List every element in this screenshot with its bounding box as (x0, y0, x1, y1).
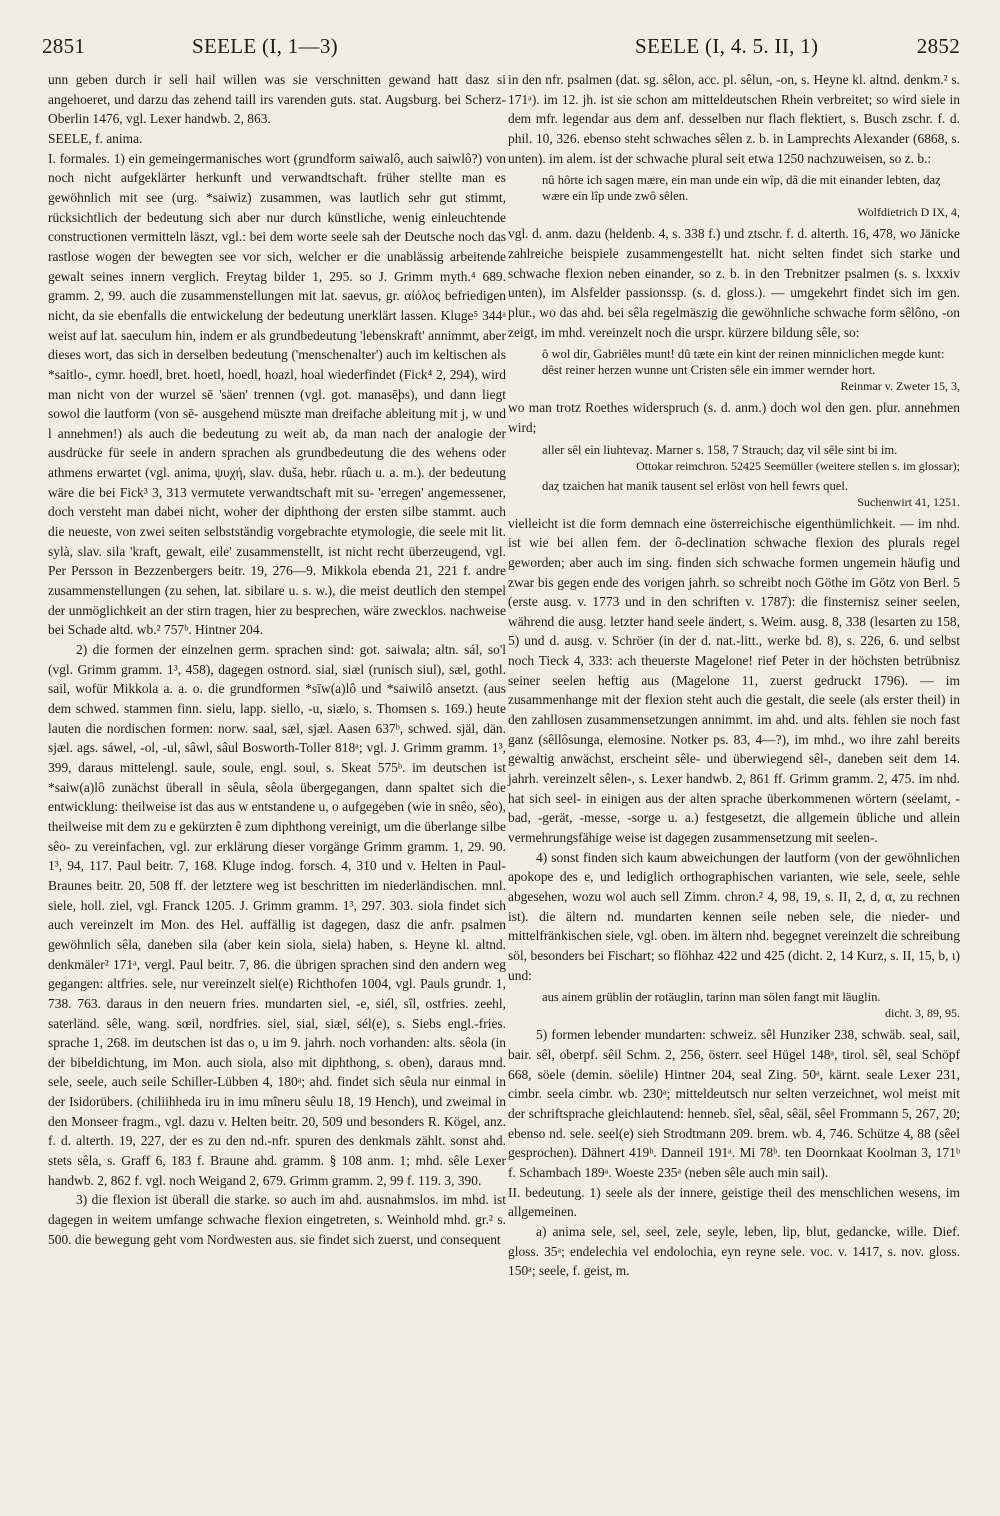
quotation-source: Suchenwirt 41, 1251. (857, 494, 960, 509)
quotation-block (542, 172, 960, 220)
entry-paragraph: a) anima sele, sel, seel, zele, seyle, leben, lip, blut, gedancke, wille. Dief. gloss. 35ᵃ; endelechia vel endolochia, eyn reyne sele. voc. v. 1417, s. nov. gloss. 150ᵃ; seele, f. geist, m. (508, 1223, 960, 1279)
quotation-block (542, 478, 960, 510)
left-text-column (48, 70, 506, 1249)
quotation-block (542, 346, 960, 394)
entry-paragraph: in den nfr. psalmen (dat. sg. sêlon, acc. pl. sêlun, -on, s. Heyne kl. altnd. denkm.² s. 171ᵃ). im 12. jh. ist sie schon am mitteldeutschen Rhein verbreitet; so wird siele in dem mfr. legendar aus dem anf. desselben nur flach flektiert, s. Busch zschr. f. d. phil. 10, 326. ebenso steht schwaches sêlen z. b. in Lamprechts Alexander (6868, s. unten). im alem. ist der schwache plural seit etwa 1250 nachzuweisen, so z. b.: (508, 72, 960, 166)
quotation-source: Reinmar v. Zweter 15, 3, (840, 379, 960, 394)
quotation-source: Ottokar reimchron. 52425 Seemüller (weitere stellen s. im glossar); (636, 458, 960, 473)
entry-paragraph: vielleicht ist die form demnach eine österreichische eigenthümlichkeit. — im nhd. ist wie bei allen fem. der ô-declination schwache flexion des plurals regel geworden; aber auch im sing. finden sich schwache formen ungemein häufig und zwar bis gegen ende des vorigen jahrh. so schreibt noch Göthe im Götz von Berl. 5 (erste ausg. v. 1773 und in den schriften v. 1787): die finsternisz seiner seelen, während die ausg. letzter hand seele ändert, s. Weim. ausg. 8, 338 (lesarten zu 158, 5) und d. ausg. v. Schröer (in der d. nat.-litt., werke bd. 8), s. 226, 6. und selbst noch Tieck 4, 333: ach theuerste Magelone! rief Peter in der höchsten betrübnisz seiner seelen heftig aus (Magelone 11, zuerst gedruckt 1796). — im zusammenhange mit der flexion steht auch die gestalt, die seele (als erster theil) in den zahllosen zusammensetzungen annimmt. im ahd. und alts. fehlen sie noch fast ganz (sêllôsunga, elemosine. Notker ps. 83, 4—?), im mhd., wo ihre zahl bereits gewaltig anwächst, erscheint sêle- und überwiegend sêl-, daneben seit dem 14. jahrh. vereinzelt sêlen-, s. Lexer handwb. 2, 861 ff. Grimm gramm. 2, 475. im nhd. hat sich seel- in einigen aus der alten sprache überkommenen wörtern (seelamt, -bad, -gerät, -messe, -sorge u. a.) festgesetzt, die allgemein übliche und allein vermehrungsfähige weise ist dagegen zusammensetzung mit seelen-. (508, 515, 960, 846)
entry-heading: II. bedeutung. 1) seele als der innere, geistige theil des menschlichen wesens, im allgemeinen. (508, 1184, 960, 1220)
quotation-text: aus ainem grüblin der rotäuglin, tarinn man sölen fangt mit läuglin. (542, 990, 881, 1005)
quotation-text: aller sêl ein liuhtevaȥ. Marner s. 158, 7 Strauch; daȥ vil sêle sint bi im. (542, 442, 898, 457)
quotation-block (542, 442, 960, 474)
entry-heading: SEELE, f. anima. (48, 130, 143, 146)
left-running-title: SEELE (I, 1—3) (192, 34, 338, 58)
right-column-number: 2852 (916, 34, 960, 58)
entry-paragraph: wo man trotz Roethes widerspruch (s. d. anm.) doch wol den gen. plur. annehmen wird; (508, 400, 960, 435)
running-head (42, 34, 960, 66)
right-text-column (508, 70, 960, 1281)
quotation-source: Wolfdietrich D IX, 4, (857, 205, 960, 220)
entry-paragraph: vgl. d. anm. dazu (heldenb. 4, s. 338 f.) und ztschr. f. d. alterth. 16, 478, wo Jänicke zahlreiche beispiele zusammengestellt hat. nicht selten findet sich starke und schwache flexion neben einander, so z. b. in den Trebnitzer psalmen (s. s. lxxxiv unten), im Alsfelder passionssp. (s. d. gloss.). — umgekehrt findet sich im gen. plur., wo das ahd. bei sêla regelmäszig die gewöhnliche schwache form sêlôno, -on zeigt, im mhd. vereinzelt noch die urspr. kürzere bildung sêle, so: (508, 226, 960, 340)
entry-paragraph: unn geben durch ir sell hail willen was sie verschnitten gewand hatt dasz si angehoeret, und darzu das zehend taill irs varenden guts. stat. Augsburg. bei Scherz-Oberlin 1476, vgl. Lexer handwb. 2, 863. (48, 72, 506, 127)
quotation-text: nû hôrte ich sagen mære, ein man unde ein wîp, dâ die mit einander lebten, daȥ wære ein lîp unde zwô sêlen. (542, 173, 941, 204)
right-running-title: SEELE (I, 4. 5. II, 1) (635, 34, 819, 58)
entry-paragraph: 4) sonst finden sich kaum abweichungen der lautform (von der gewöhnlichen apokope des e, und lediglich orthographischen varianten, wie sele, seele, sehle abgesehen, wozu wol auch sell Zimm. chron.² 4, 98, 19, s. II, 2, d, α, zu rechnen ist). die ältern nd. mundarten kennen seile neben sele, die nieder- und mittelfränkischen siele, vgl. oben. im ältern nhd. begegnet vereinzelt die schreibung söl, besonders bei Fischart; so flöhhaz 422 und 425 (dicht. 2, 14 Kurz, s. II, 15, b, ι) und: (508, 849, 960, 983)
entry-paragraph: 5) formen lebender mundarten: schweiz. sêl Hunziker 238, schwäb. seal, sail, bair. sêl, oberpf. sêil Schm. 2, 256, österr. seel Hügel 148ᵃ, tirol. sêl, seal Schöpf 668, söele (demin. söelile) Hintner 204, seal Zing. 50ᵃ, kärnt. seale Lexer 231, cimbr. seela cimbr. wb. 230ᵃ; mitteldeutsch nur selten verzeichnet, wol meist mit der schriftsprache gleichlautend: henneb. sîel, sêal, sêäl, sêel Frommann 5, 267, 20; ebenso nd. sele. seel(e) sieh Strodtmann 209. brem. wb. 4, 746. Schütze 4, 88 (sêel gesprochen). Dähnert 419ᵇ. Danneil 191ᵃ. Mi 78ᵇ. ten Doornkaat Koolman 3, 171ᵇ f. Schambach 189ᵃ. Woeste 235ᵃ (neben sêle auch min sail). (508, 1027, 960, 1180)
quotation-text: daȥ tzaichen hat manik tausent sel erlöst von hell fewrs quel. (542, 478, 848, 493)
entry-heading: I. formales. 1) ein gemeingermanisches wort (grundform saiwalô, auch saiwlô?) von noch nicht aufgeklärter herkunft und verwandtschaft. früher stellte man es gewöhnlich mit see (urg. *saiwiz) zusammen, was lautlich sehr gut stimmt, rücksichtlich der bedeutung sich aber nur durch künstliche, wenig einleuchtende constructionen vermitteln läszt, vgl.: bei dem worte seele sah der Deutsche noch das rastlose wogen der bewegten see vor sich, welcher er die unablässig arbeitende gewalt seines innern verglich. Freytag bilder 1, 295. so J. Grimm myth.⁴ 689. gramm. 2, 99. auch die zusammenstellungen mit lat. saevus, gr. αἰόλος befriedigen nicht, da sie ebenfalls die entwickelung der bedeutung unerklärt lassen. Kluge⁵ 344ᵃ weist auf lat. saeculum hin, indem er als grundbedeutung 'lebenskraft' annimmt, aber dieses wort, das sich in derselben bedeutung ('menschenalter') auch im keltischen als *saitlo-, cymr. hoedl, bret. hoetl, hoedl, hoazl, hoal wiederfindet (Fick⁴ 2, 294), wird man nicht von der wurzel sē 'säen' trennen (vgl. got. manasēþs), und dann liegt sowol die lautform (von sē- ausgehend müszte man dreifache ableitung mit j, w und l annehmen!) als auch die bedeutung zu weit ab, da man nach der analogie der ausdrücke für seele in andern sprachen als grundbedeutung die des wehens oder athmens erwartet (vgl. anima, ψυχή, slav. duša, hebr. rûach u. a. m.). der bedeutung wäre die bei Fick³ 3, 313 vermutete verwandtschaft mit su- 'erregen' angemessener, doch versteht man dabei nicht, woher der diphthong der ersten silbe stammt. auch die neueste, von zwei seiten selbstständig vorgebrachte etymologie, die seele mit lit. sylà, slav. sila 'kraft, gewalt, eile' zusammenstellt, ist nicht recht überzeugend, vgl. Per Persson in Bezzenbergers beitr. 19, 276—9. Mikkola ebenda 21, 221 f. andre zusammenstellungen (zu sehen, lat. sibilare u. s. w.), die meist deutlich den stempel der unmöglichkeit an der stirn tragen, hier zu besprechen, wäre zwecklos. nachweise bei Schade altd. wb.² 757ᵇ. Hintner 204. (48, 150, 506, 638)
quotation-text: ô wol dir, Gabriêles munt! dû tæte ein kint der reinen minniclichen megde kunt: dêst reiner herzen wunne unt Cristen sêle ein immer wernder hort. (542, 347, 945, 378)
entry-paragraph: 2) die formen der einzelnen germ. sprachen sind: got. saiwala; altn. sál, so'l (vgl. Grimm gramm. 1³, 458), dagegen ostnord. sial, siæl (runisch siul), sæl, gothl. sail, wofür Mikkola a. a. o. die grundformen *sīw(a)lô und *saiwilô ansetzt. (aus dem schwed. stammen finn. sielu, lapp. siello, -u, siælo, s. Thomsen s. 169.) heute lauten die nordischen formen: norw. saal, sæl, sjæl. Aasen 637ᵇ, schwed. själ, dän. sjæl. ags. sáwel, -ol, -ul, sâwl, sâul Bosworth-Toller 818ᵃ; vgl. J. Grimm gramm. 1³, 399, daraus mittelengl. saule, soule, engl. soul, s. Skeat 575ᵇ. im deutschen ist *saiw(a)lô zunächst überall in sêula, sêola übergegangen, dann spaltet sich die entwicklung: theilweise ist das aus w entstandene u, o aufgegeben (wie in snêo, sêo), theilweise mit dem zu e gekürzten ê zum diphthong vereinigt, um die überlange silbe sêo- zu vereinfachen, vgl. zur erklärung dieser vorgänge Grimm gramm. 1, 29. 90. 1³, 94, 117. Paul beitr. 7, 168. Kluge indog. forsch. 4, 310 und v. Helten in Paul-Braunes beitr. 20, 508 ff. der letztere weg ist beschritten im niederländischen. mnl. siele, holl. ziel, vgl. Franck 1205. J. Grimm gramm. 1³, 297. 303. siola findet sich auch vereinzelt im Mon. des Hel. auffällig ist dagegen, dasz die anfr. psalmen gewöhnlich sêla, daneben sila (aber kein siola, siela) haben, s. Heyne kl. altnd. denkmäler² 171ᵃ, vergl. Paul beitr. 7, 86. die übrigen sprachen sind den andern weg gegangen: altfries. sele, nur vereinzelt siel(e) Richthofen 1004, vgl. Pauls grundr. 1, 738. 763. daraus in den neuern fries. mundarten siel, -e, siél, sîl, ostfries. zeehl, saterländ. sêle, wang. sœil, nordfries. siel, sial, siæl, sél(e), s. Siebs engl.-fries. sprache 1, 268. im deutschen ist das o, u im 9. jahrh. noch vorhanden: alts. sêola (in der bibeldichtung, im Mon. auch siola, also mit diphthong, s. oben), daraus mnd. sele, seele, auch seile Schiller-Lübben 4, 180ᵃ; ahd. findet sich sêula nur einmal in der Isidorübers. (chiliihheda iru in imu mîneru sêulu 18, 19 Hench), und zweimal in den Monseer fragm., vgl. dazu v. Helten beitr. 20, 509 und besonders R. Kögel, anz. f. d. alterth. 19, 227, der es zu den nd.-nfr. spuren des denkmals zählt. sonst ahd. stets sêla, s. Graff 6, 183 f. Braune ahd. gramm. § 108 anm. 1; mhd. sêle Lexer handwb. 2, 862 f. vgl. noch Weigand 2, 679. Grimm gramm. 2, 99 f. 119. 3, 390. (48, 642, 506, 1188)
left-column-number: 2851 (42, 34, 86, 58)
quotation-block (542, 989, 960, 1021)
quotation-source: dicht. 3, 89, 95. (885, 1006, 960, 1021)
entry-paragraph: 3) die flexion ist überall die starke. so auch im ahd. ausnahmslos. im mhd. ist dagegen in weitem umfange schwache flexion eingetreten, s. Weinhold mhd. gr.² s. 500. die bewegung geht vom Nordwesten aus. sie findet sich zuerst, und consequent (48, 1192, 506, 1247)
